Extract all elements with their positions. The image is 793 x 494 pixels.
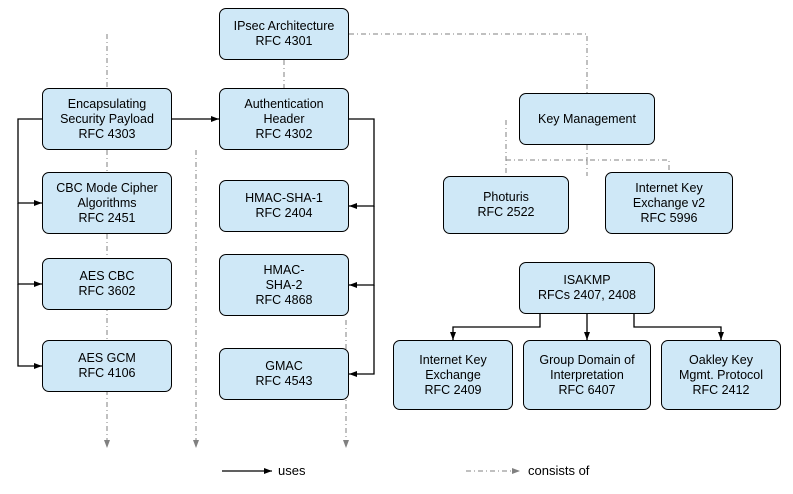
node-line: Interpretation bbox=[550, 367, 624, 382]
node-line: Exchange bbox=[425, 367, 481, 382]
node-line: HMAC- bbox=[263, 262, 305, 277]
node-line: Group Domain of bbox=[539, 352, 635, 367]
node-line: Internet Key bbox=[635, 180, 703, 195]
legend-label-consists-of: consists of bbox=[528, 463, 590, 478]
node-line: RFC 2522 bbox=[477, 205, 535, 219]
node-group-domain-of-interpretation[interactable] bbox=[523, 340, 651, 410]
node-hmac-sha-2[interactable] bbox=[219, 254, 349, 316]
node-line: RFC 4303 bbox=[78, 126, 136, 141]
node-line: Internet Key bbox=[419, 352, 487, 367]
node-line: RFC 4302 bbox=[255, 126, 313, 141]
node-line: HMAC-SHA-1 bbox=[245, 191, 323, 205]
node-line: Encapsulating bbox=[67, 96, 147, 111]
node-photuris[interactable] bbox=[443, 176, 569, 234]
node-internet-key-exchange[interactable] bbox=[393, 340, 513, 410]
uses-connectors bbox=[18, 119, 721, 374]
node-line: Key Management bbox=[538, 111, 636, 126]
node-isakmp[interactable] bbox=[519, 262, 655, 314]
node-oakley-key-mgmt-protocol[interactable] bbox=[661, 340, 781, 410]
node-line: AES CBC bbox=[79, 269, 135, 283]
node-line: RFC 3602 bbox=[78, 284, 136, 298]
node-hmac-sha-1[interactable] bbox=[219, 180, 349, 232]
node-line: CBC Mode Cipher bbox=[56, 180, 158, 195]
node-line: GMAC bbox=[265, 359, 303, 373]
node-line: SHA-2 bbox=[265, 277, 303, 292]
node-line: ISAKMP bbox=[563, 273, 611, 287]
node-line: RFC 5996 bbox=[640, 210, 698, 225]
node-line: RFC 4106 bbox=[78, 366, 136, 380]
node-cbc-mode-cipher-algorithms[interactable] bbox=[42, 172, 172, 234]
node-line: Authentication bbox=[244, 96, 324, 111]
node-line: RFC 2412 bbox=[692, 382, 750, 397]
node-line: Security Payload bbox=[60, 111, 154, 126]
node-line: RFC 2409 bbox=[424, 382, 482, 397]
node-line: Photuris bbox=[483, 190, 529, 204]
node-gmac[interactable] bbox=[219, 348, 349, 400]
legend-label-uses: uses bbox=[278, 463, 306, 478]
node-line: Oakley Key bbox=[689, 352, 753, 367]
node-ipsec-architecture[interactable] bbox=[219, 8, 349, 60]
node-aes-gcm[interactable] bbox=[42, 340, 172, 392]
node-line: RFCs 2407, 2408 bbox=[538, 288, 636, 302]
node-line: RFC 4543 bbox=[255, 374, 313, 388]
node-authentication-header[interactable] bbox=[219, 88, 349, 150]
node-line: IPsec Architecture bbox=[233, 19, 335, 33]
node-internet-key-exchange-v2[interactable] bbox=[605, 172, 733, 234]
node-line: AES GCM bbox=[78, 351, 136, 365]
node-line: Header bbox=[263, 111, 305, 126]
node-line: RFC 2404 bbox=[255, 206, 313, 220]
node-line: RFC 4301 bbox=[255, 34, 313, 48]
node-line: Exchange v2 bbox=[632, 195, 706, 210]
node-encapsulating-security-payload[interactable] bbox=[42, 88, 172, 150]
node-line: RFC 6407 bbox=[558, 382, 616, 397]
node-line: Algorithms bbox=[77, 195, 137, 210]
node-line: Mgmt. Protocol bbox=[678, 367, 764, 382]
node-line: RFC 4868 bbox=[255, 292, 313, 307]
node-key-management[interactable] bbox=[519, 93, 655, 145]
node-aes-cbc[interactable] bbox=[42, 258, 172, 310]
node-line: RFC 2451 bbox=[78, 210, 136, 225]
